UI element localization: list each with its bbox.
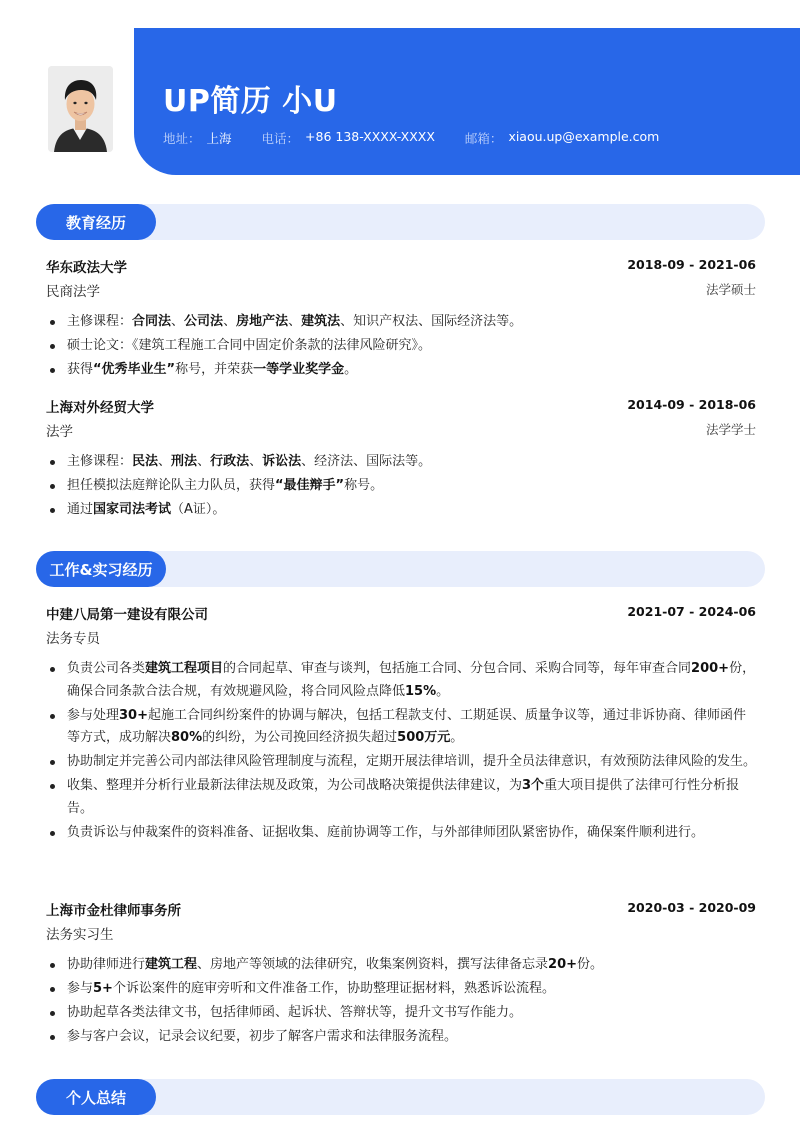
education-entry <box>46 256 756 383</box>
contact-phone <box>262 129 435 147</box>
bullet-highlight: 建筑工程 <box>145 957 198 972</box>
bullet-highlight: 刑法 <box>171 454 198 469</box>
bullet-highlight: 合同法 <box>132 314 172 329</box>
bullet-highlight: 一等学业奖学金 <box>253 362 345 377</box>
bullet-item <box>46 475 756 498</box>
bullet-text: 、经济法、国际法等。 <box>301 454 432 469</box>
contact-address <box>163 129 232 147</box>
education-entry <box>46 396 756 523</box>
work-entry <box>46 603 756 846</box>
bullet-highlight: 500万元 <box>397 730 451 745</box>
bullet-text: 、房地产等领域的法律研究，收集案例资料，撰写法律备忘录 <box>197 957 549 972</box>
bullet-highlight: 诉讼法 <box>262 454 302 469</box>
bullet-text: 硕士论文：《建筑工程施工合同中固定价条款的法律风险研究》。 <box>67 338 432 353</box>
bullet-text: 。 <box>450 730 464 745</box>
bullet-text: 的合同起草、审查与谈判，包括施工合同、分包合同、采购合同等，每年审查合同 <box>223 661 692 676</box>
contact-info <box>163 129 689 147</box>
work-date: 2020-03 - 2020-09 <box>627 900 756 915</box>
major: 民商法学 <box>46 284 100 300</box>
education-date: 2018-09 - 2021-06 <box>627 257 756 272</box>
bullet-text: 参与客户会议，记录会议纪要，初步了解客户需求和法律服务流程。 <box>67 1029 458 1044</box>
bullet-item <box>46 954 756 977</box>
bullet-highlight: 建筑工程项目 <box>145 661 224 676</box>
education-section-title: 教育经历 <box>36 204 156 240</box>
bullet-text: 主修课程： <box>67 314 133 329</box>
bullet-text: 协助起草各类法律文书，包括律师函、起诉状、答辩状等，提升文书写作能力。 <box>67 1005 523 1020</box>
bullet-highlight: 20+ <box>548 957 578 972</box>
education-date: 2014-09 - 2018-06 <box>627 397 756 412</box>
contact-phone-value: +86 138-XXXX-XXXX <box>305 129 435 144</box>
bullet-highlight: 30+ <box>119 707 148 723</box>
contact-address-label: 地址： <box>163 131 201 146</box>
bullet-text: 参与处理 <box>67 707 120 723</box>
education-bullets <box>46 311 756 382</box>
bullet-text: 负责公司各类 <box>67 661 146 676</box>
bullet-text: 份。 <box>577 957 604 972</box>
education-bullets <box>46 451 756 522</box>
contact-email[interactable] <box>465 129 659 147</box>
contact-email-label: 邮箱： <box>464 131 503 146</box>
bullet-text: 、 <box>223 314 237 329</box>
bullet-item <box>46 451 756 474</box>
contact-address-value: 上海 <box>206 131 232 146</box>
bullet-text: 、 <box>288 314 302 329</box>
bullet-text: 重大项目提供了法律可行性分析报告。 <box>67 778 740 816</box>
bullet-item <box>46 335 756 358</box>
bullet-text: 称号，并荣获 <box>175 362 254 377</box>
bullet-highlight: 国家司法考试 <box>93 502 172 517</box>
work-entry <box>46 899 756 1050</box>
bullet-text: 参与 <box>67 981 94 996</box>
bullet-highlight: 房地产法 <box>236 314 289 329</box>
bullet-highlight: 行政法 <box>210 454 250 469</box>
bullet-highlight: 200+ <box>691 661 730 676</box>
bullet-text: 、 <box>249 454 263 469</box>
profile-photo <box>48 66 113 152</box>
contact-email-value[interactable]: xiaou.up@example.com <box>508 129 660 144</box>
work-section-title: 工作&实习经历 <box>36 551 166 587</box>
contact-phone-label: 电话： <box>261 131 300 146</box>
company-name: 上海市金杜律师事务所 <box>46 903 181 919</box>
bullet-text: 通过 <box>67 502 94 517</box>
bullet-text: 称号。 <box>344 478 384 493</box>
bullet-text: （A证）。 <box>171 502 226 517</box>
position: 法务实习生 <box>46 927 114 943</box>
major: 法学 <box>46 424 73 440</box>
school-name: 华东政法大学 <box>46 260 127 276</box>
bullet-item <box>46 311 756 334</box>
bullet-highlight: “优秀毕业生” <box>93 362 176 377</box>
bullet-highlight: “最佳辩手” <box>275 478 345 493</box>
bullet-item <box>46 499 756 522</box>
profile-photo-illustration <box>48 66 113 152</box>
summary-section-title: 个人总结 <box>36 1079 156 1115</box>
school-name: 上海对外经贸大学 <box>46 400 154 416</box>
bullet-highlight: 民法 <box>132 454 159 469</box>
bullet-text: 、 <box>158 454 172 469</box>
bullet-item <box>46 775 756 820</box>
bullet-item <box>46 978 756 1001</box>
bullet-text: 。 <box>436 683 450 699</box>
bullet-text: 负责诉讼与仲裁案件的资料准备、证据收集、庭前协调等工作，与外部律师团队紧密协作，确保案件顺利进行。 <box>67 824 705 840</box>
bullet-item <box>46 705 756 750</box>
bullet-text: 份，确保合同条款合法合规，有效规避风险，将合同风险点降低 <box>67 661 756 699</box>
bullet-item <box>46 1002 756 1025</box>
bullet-text: 协助律师进行 <box>67 957 146 972</box>
bullet-highlight: 3个 <box>522 778 545 793</box>
bullet-highlight: 15% <box>405 683 437 699</box>
bullet-item <box>46 359 756 382</box>
bullet-highlight: 5+ <box>93 981 113 996</box>
bullet-text: 获得 <box>67 362 94 377</box>
bullet-text: 起施工合同纠纷案件的协调与解决，包括工程款支付、工期延误、质量争议等，通过非诉协商、律师函件等方式，成功解决 <box>67 707 747 745</box>
bullet-highlight: 80% <box>171 730 203 745</box>
bullet-highlight: 建筑法 <box>301 314 341 329</box>
work-bullets <box>46 658 756 844</box>
bullet-text: 、 <box>197 454 211 469</box>
position: 法务专员 <box>46 631 100 647</box>
bullet-text: 的纠纷，为公司挽回经济损失超过 <box>202 730 398 745</box>
bullet-text: 。 <box>344 362 358 377</box>
degree: 法学学士 <box>705 422 756 437</box>
bullet-text: 担任模拟法庭辩论队主力队员，获得 <box>67 478 276 493</box>
company-name: 中建八局第一建设有限公司 <box>46 607 208 623</box>
bullet-item <box>46 1026 756 1049</box>
bullet-item <box>46 751 756 774</box>
degree: 法学硕士 <box>705 282 756 297</box>
work-bullets <box>46 954 756 1049</box>
bullet-highlight: 公司法 <box>184 314 224 329</box>
bullet-text: 收集、整理并分析行业最新法律法规及政策，为公司战略决策提供法律建议，为 <box>67 778 523 793</box>
bullet-item <box>46 822 756 845</box>
bullet-text: 、 <box>171 314 185 329</box>
bullet-text: 协助制定并完善公司内部法律风险管理制度与流程，定期开展法律培训，提升全员法律意识，有效预防法律风险的发生。 <box>67 754 757 769</box>
bullet-text: 、知识产权法、国际经济法等。 <box>340 314 523 329</box>
work-date: 2021-07 - 2024-06 <box>627 604 756 619</box>
bullet-text: 主修课程： <box>67 454 133 469</box>
bullet-text: 个诉讼案件的庭审旁听和文件准备工作，协助整理证据材料，熟悉诉讼流程。 <box>112 981 555 996</box>
candidate-name: UP简历 小U <box>163 84 338 119</box>
bullet-item <box>46 658 756 703</box>
